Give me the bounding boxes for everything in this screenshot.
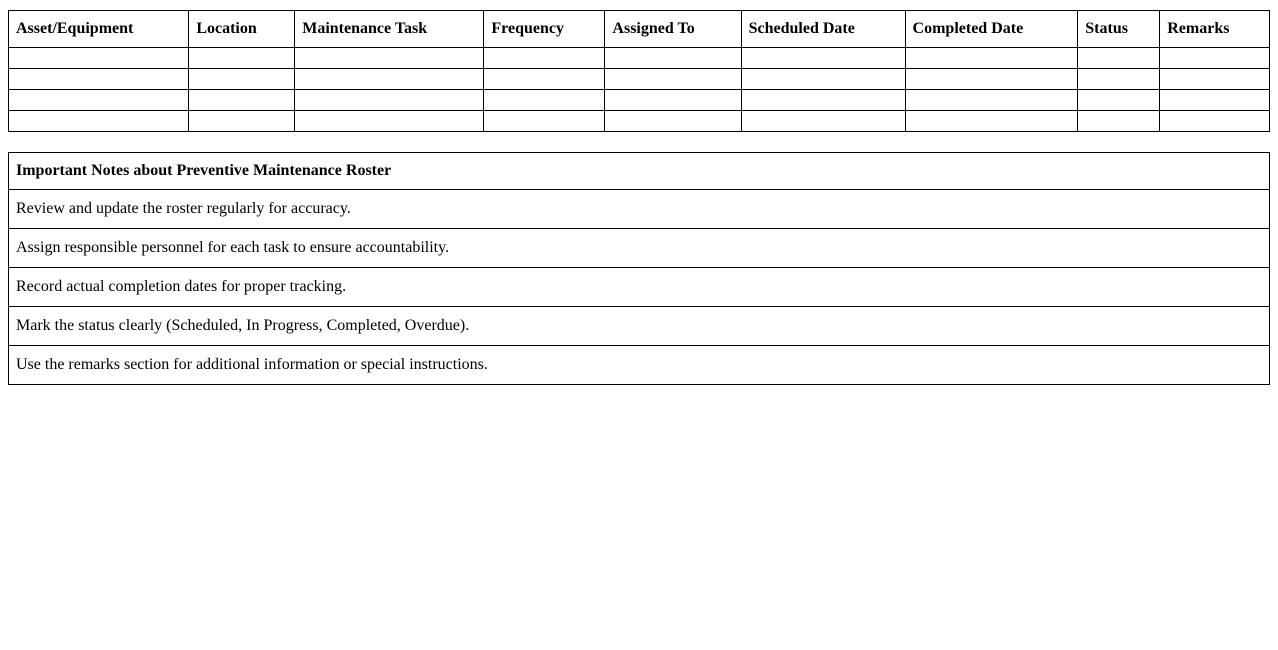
note-item: Assign responsible personnel for each task to ensure accountability.: [9, 229, 1270, 268]
roster-empty-row: [9, 90, 1270, 111]
empty-cell: [189, 48, 295, 69]
column-header-scheduled-date: Scheduled Date: [741, 11, 905, 48]
note-item: Review and update the roster regularly for accuracy.: [9, 190, 1270, 229]
empty-cell: [1078, 90, 1160, 111]
notes-title-row: [9, 153, 1270, 190]
empty-cell: [741, 69, 905, 90]
roster-empty-row: [9, 111, 1270, 132]
empty-cell: [741, 48, 905, 69]
empty-cell: [605, 90, 741, 111]
empty-cell: [295, 69, 484, 90]
empty-cell: [905, 48, 1078, 69]
column-header-frequency: Frequency: [484, 11, 605, 48]
note-row: [9, 229, 1270, 268]
note-item: Use the remarks section for additional information or special instructions.: [9, 346, 1270, 385]
empty-cell: [484, 90, 605, 111]
maintenance-roster-table: [8, 10, 1270, 132]
empty-cell: [741, 90, 905, 111]
roster-header-row: [9, 11, 1270, 48]
empty-cell: [1160, 69, 1270, 90]
empty-cell: [9, 69, 189, 90]
empty-cell: [484, 69, 605, 90]
empty-cell: [905, 111, 1078, 132]
empty-cell: [905, 90, 1078, 111]
column-header-completed-date: Completed Date: [905, 11, 1078, 48]
empty-cell: [9, 111, 189, 132]
empty-cell: [295, 111, 484, 132]
empty-cell: [605, 48, 741, 69]
note-item: Mark the status clearly (Scheduled, In Progress, Completed, Overdue).: [9, 307, 1270, 346]
empty-cell: [189, 69, 295, 90]
column-header-maintenance-task: Maintenance Task: [295, 11, 484, 48]
empty-cell: [1078, 48, 1160, 69]
column-header-status: Status: [1078, 11, 1160, 48]
empty-cell: [484, 111, 605, 132]
note-row: [9, 268, 1270, 307]
empty-cell: [1160, 111, 1270, 132]
empty-cell: [189, 111, 295, 132]
roster-empty-row: [9, 69, 1270, 90]
empty-cell: [9, 48, 189, 69]
empty-cell: [905, 69, 1078, 90]
column-header-assigned-to: Assigned To: [605, 11, 741, 48]
empty-cell: [1160, 48, 1270, 69]
empty-cell: [295, 90, 484, 111]
column-header-remarks: Remarks: [1160, 11, 1270, 48]
empty-cell: [189, 90, 295, 111]
empty-cell: [741, 111, 905, 132]
empty-cell: [9, 90, 189, 111]
empty-cell: [1078, 69, 1160, 90]
empty-cell: [1078, 111, 1160, 132]
note-row: [9, 346, 1270, 385]
empty-cell: [295, 48, 484, 69]
notes-title: Important Notes about Preventive Maintenance Roster: [9, 153, 1270, 190]
note-row: [9, 190, 1270, 229]
column-header-location: Location: [189, 11, 295, 48]
roster-empty-row: [9, 48, 1270, 69]
important-notes-table: [8, 152, 1270, 385]
empty-cell: [605, 111, 741, 132]
empty-cell: [484, 48, 605, 69]
note-item: Record actual completion dates for proper tracking.: [9, 268, 1270, 307]
note-row: [9, 307, 1270, 346]
column-header-asset-equipment: Asset/Equipment: [9, 11, 189, 48]
empty-cell: [1160, 90, 1270, 111]
empty-cell: [605, 69, 741, 90]
